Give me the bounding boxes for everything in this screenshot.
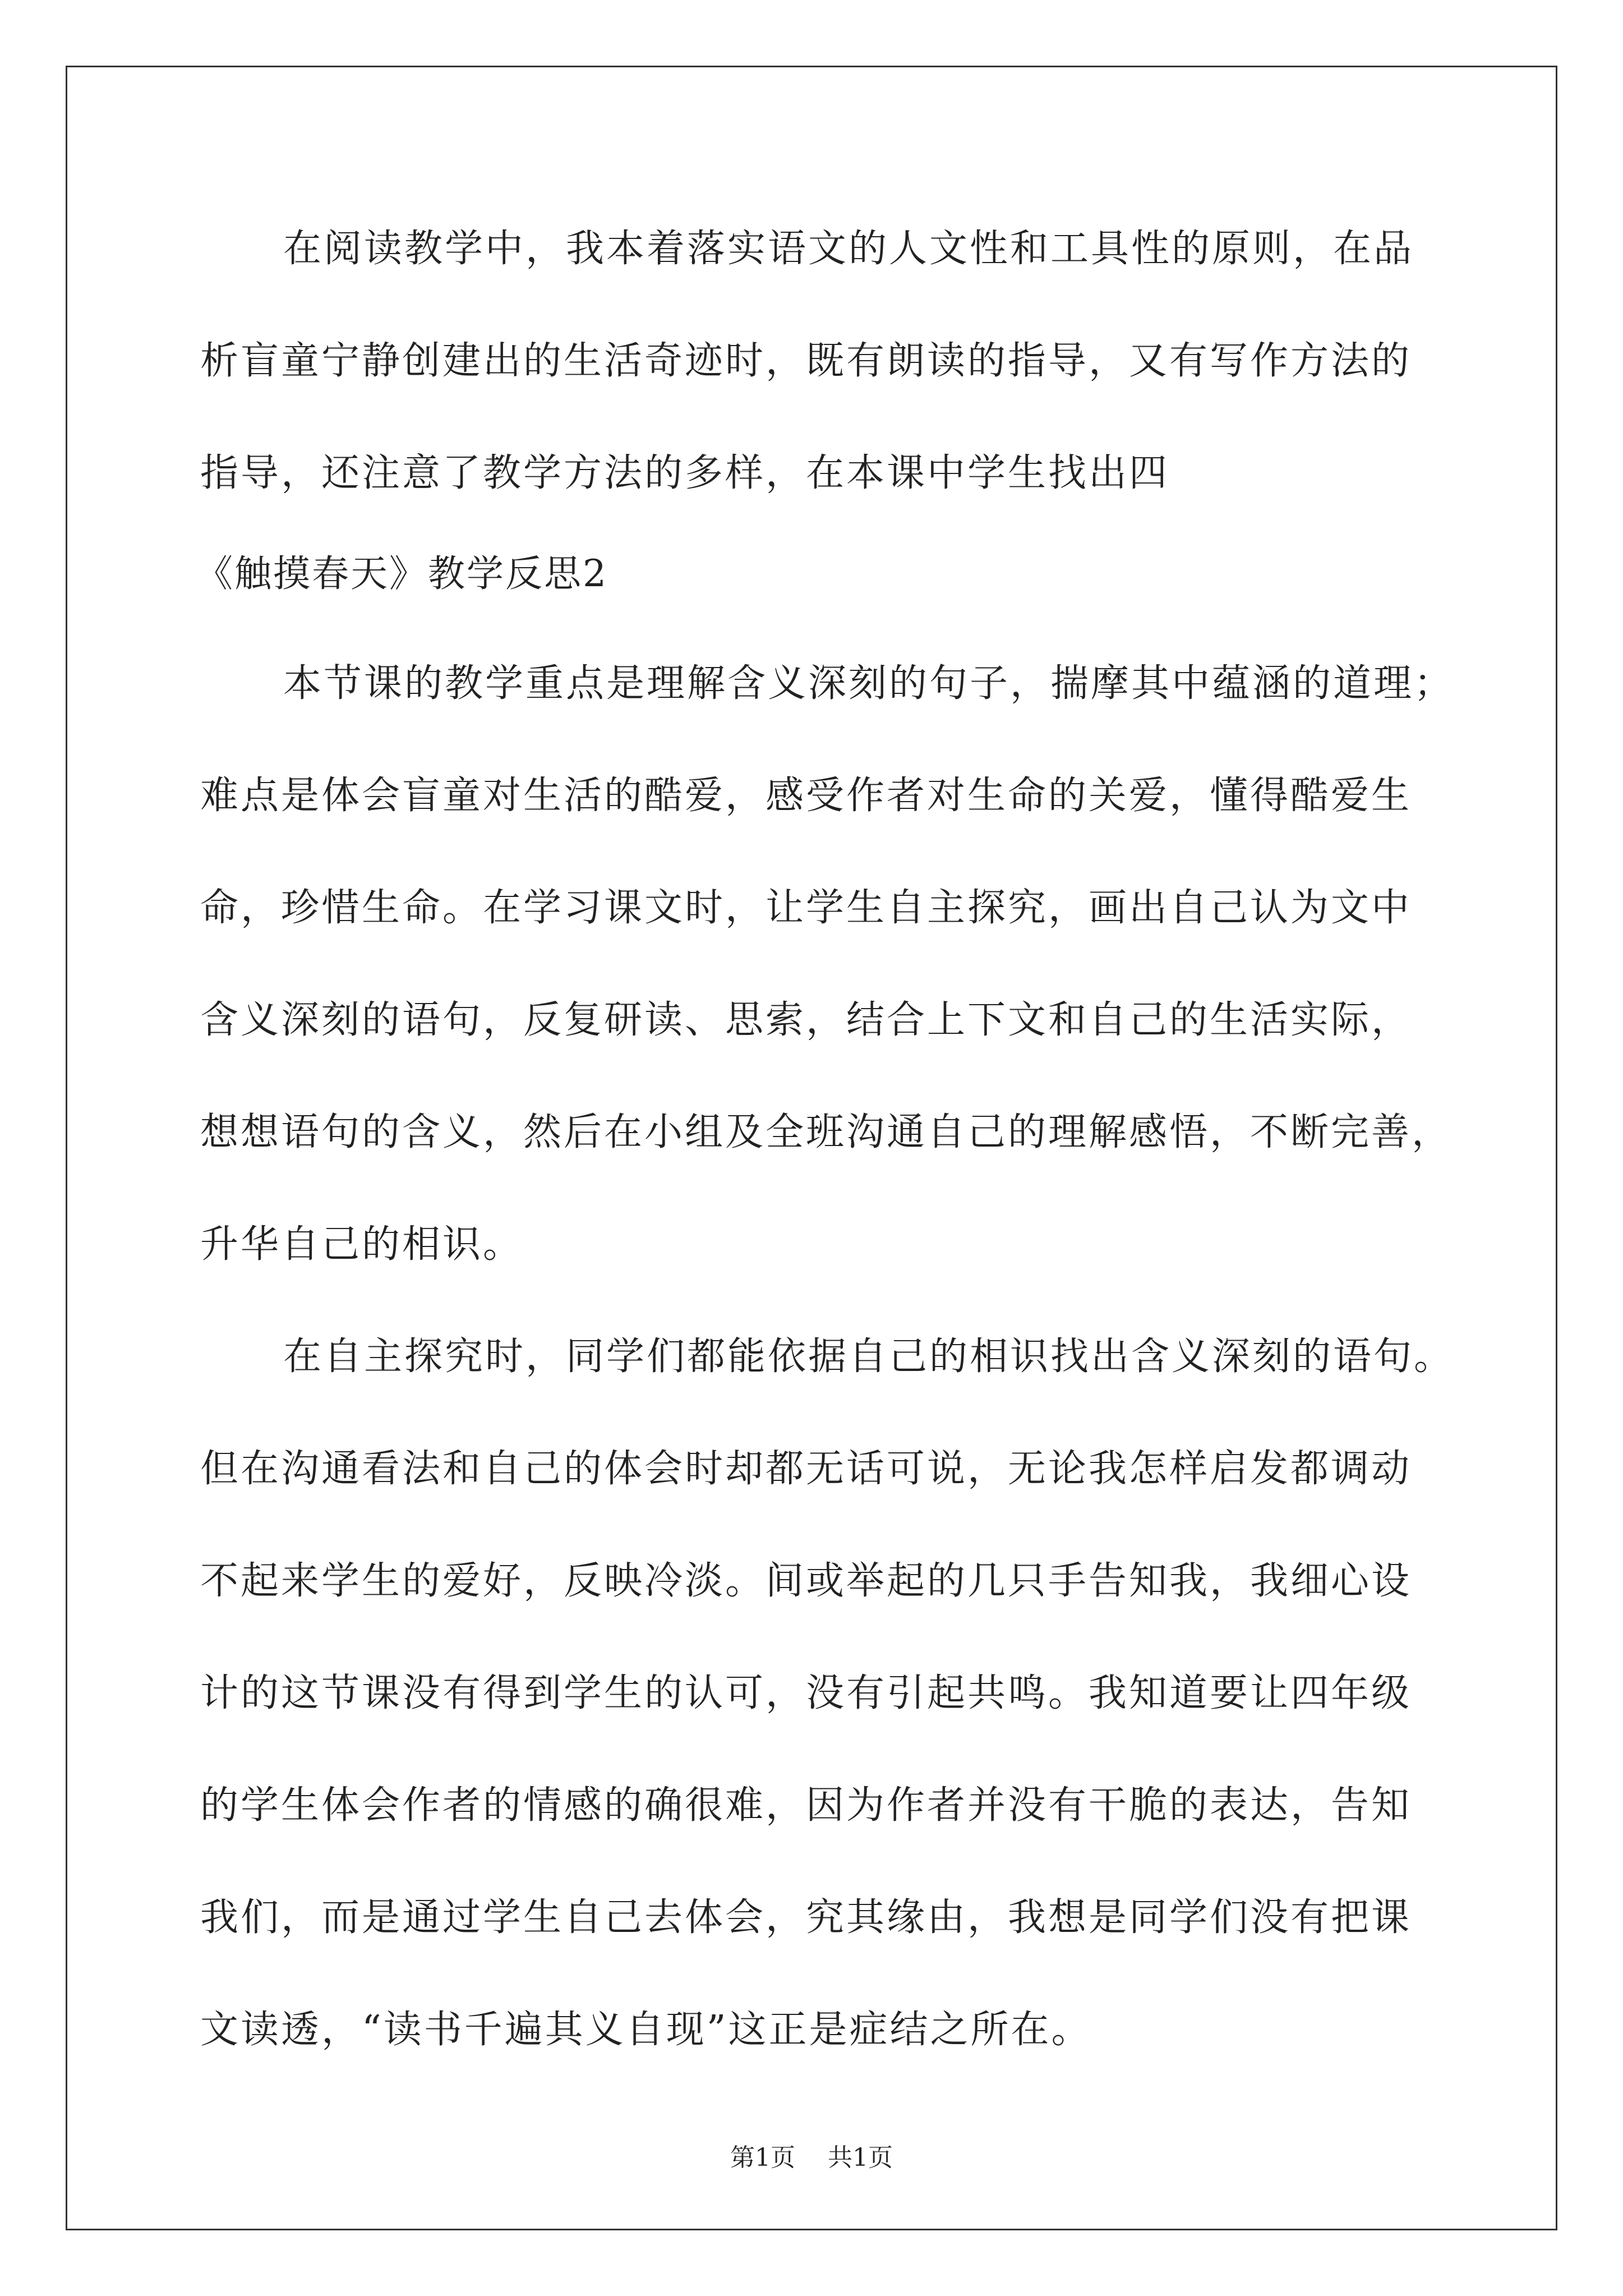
paragraph-line: 在阅读教学中，我本着落实语文的人文性和工具性的原则，在品 bbox=[283, 227, 1414, 271]
paragraph-line: 含义深刻的语句，反复研读、思索，结合上下文和自己的生活实际， bbox=[200, 998, 1412, 1042]
paragraph-line: 文读透，“读书千遍其义自现”这正是症结之所在。 bbox=[200, 2008, 1092, 2052]
paragraph-line: 本节课的教学重点是理解含义深刻的句子，揣摩其中蕴涵的道理； bbox=[283, 661, 1455, 706]
paragraph-line: 的学生体会作者的情感的确很难，因为作者并没有干脆的表达，告知 bbox=[200, 1783, 1412, 1828]
paragraph-line: 升华自己的相识。 bbox=[200, 1222, 524, 1267]
paragraph-line: 在自主探究时，同学们都能依据自己的相识找出含义深刻的语句。 bbox=[283, 1335, 1455, 1379]
paragraph-line: 难点是体会盲童对生活的酷爱，感受作者对生命的关爱，懂得酷爱生 bbox=[200, 774, 1412, 818]
paragraph-line: 计的这节课没有得到学生的认可，没有引起共鸣。我知道要让四年级 bbox=[200, 1671, 1412, 1715]
paragraph-line: 想想语句的含义，然后在小组及全班沟通自己的理解感悟，不断完善， bbox=[200, 1110, 1453, 1154]
paragraph-line: 但在沟通看法和自己的体会时却都无话可说，无论我怎样启发都调动 bbox=[200, 1447, 1412, 1491]
paragraph-line: 我们，而是通过学生自己去体会，究其缘由，我想是同学们没有把课 bbox=[200, 1895, 1412, 1940]
paragraph-line: 命，珍惜生命。在学习课文时，让学生自主探究，画出自己认为文中 bbox=[200, 886, 1412, 930]
page-footer bbox=[0, 2143, 1623, 2172]
paragraph-line: 不起来学生的爱好，反映冷淡。间或举起的几只手告知我，我细心设 bbox=[200, 1559, 1412, 1603]
page-number: 第1页 bbox=[730, 2143, 795, 2172]
section-heading: 《触摸春天》教学反思2 bbox=[196, 552, 608, 595]
page-total: 共1页 bbox=[828, 2143, 893, 2172]
paragraph-line: 析盲童宁静创建出的生活奇迹时，既有朗读的指导，又有写作方法的 bbox=[200, 339, 1412, 383]
paragraph-line: 指导，还注意了教学方法的多样，在本课中学生找出四 bbox=[200, 451, 1170, 495]
